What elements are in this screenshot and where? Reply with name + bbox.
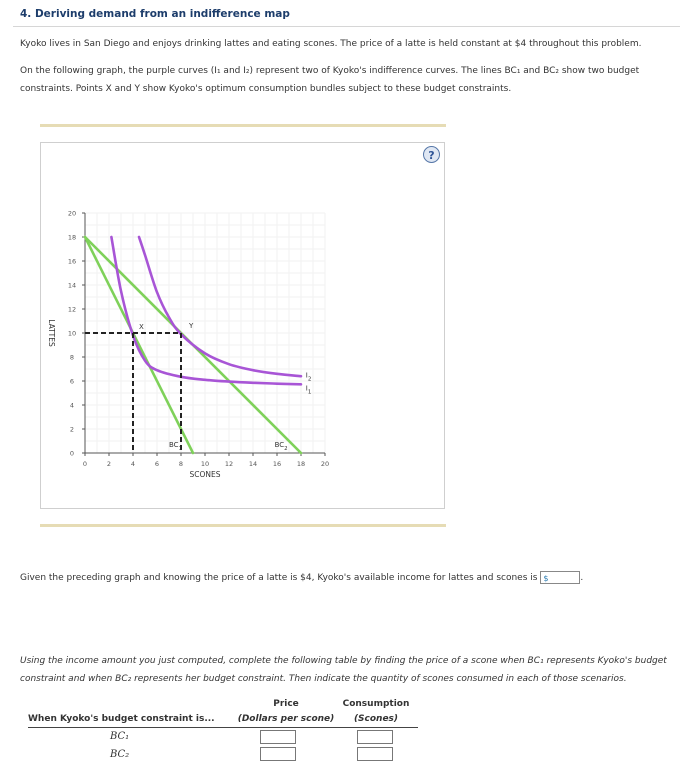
income-question — [20, 571, 583, 584]
price-units-header: (Dollars per scone) — [237, 714, 335, 724]
y-tick-label: 8 — [69, 353, 75, 362]
top-gold-divider — [40, 124, 446, 127]
bottom-gold-divider — [40, 524, 446, 527]
x-tick-label: 8 — [178, 460, 184, 468]
graph-description-line1: On the following graph, the purple curves (I₁ and I₂) represent two of Kyoko's indifference curves. The lines BC₁ and BC₂ show two budget — [20, 66, 640, 76]
point-x-label: X — [139, 323, 144, 331]
y-tick-label: 14 — [67, 281, 77, 290]
question-title: 4. Deriving demand from an indifference map — [20, 8, 290, 20]
y-tick-label: 4 — [69, 401, 75, 410]
bc2-label: $BC_2$ — [274, 441, 288, 452]
labels — [139, 322, 311, 452]
budget-constraint-header: When Kyoko's budget constraint is... — [28, 714, 215, 724]
y-tick-label: 0 — [69, 449, 75, 458]
bc1-label: $BC_1$ — [169, 441, 183, 452]
x-tick-label: 0 — [82, 460, 88, 468]
table-instructions-line2: constraint and when BC₂ represents her budget constraint. Then indicate the quantity of scones consumed in each of those scenarios. — [20, 674, 627, 684]
consumption-header: Consumption — [342, 699, 410, 709]
y-tick-label: 16 — [67, 257, 77, 266]
bc1-price-input[interactable] — [260, 730, 296, 744]
x-tick-label: 20 — [320, 460, 330, 468]
x-tick-label: 12 — [224, 460, 234, 468]
intro-text: Kyoko lives in San Diego and enjoys drinking lattes and eating scones. The price of a latte is held constant at $4 throughout this problem. — [20, 39, 642, 49]
y-tick-label: 18 — [67, 233, 77, 242]
x-tick-label: 10 — [200, 460, 210, 468]
price-header: Price — [273, 699, 299, 709]
help-icon[interactable]: ? — [423, 146, 440, 163]
row-label-bc1: BC₁ — [110, 731, 130, 742]
y-tick-label: 20 — [67, 209, 77, 218]
y-tick-label: 2 — [69, 425, 75, 434]
income-period: . — [580, 573, 584, 583]
bc1-consumption-input[interactable] — [357, 730, 393, 744]
x-tick-label: 6 — [154, 460, 160, 468]
table-header-rule — [28, 727, 418, 728]
graph-description-line2: constraints. Points X and Y show Kyoko's optimum consumption bundles subject to these budget constraints. — [20, 84, 512, 94]
bc2-consumption-input[interactable] — [357, 747, 393, 761]
indifference-chart[interactable] — [41, 143, 444, 508]
bc2-price-input[interactable] — [260, 747, 296, 761]
income-prompt: Given the preceding graph and knowing the price of a latte is $4, Kyoko's available income for lattes and scones is — [20, 573, 538, 583]
table-instructions-line1: Using the income amount you just computed, complete the following table by finding the price of a scone when BC₁ represents Kyoko's budget — [20, 656, 667, 666]
income-input[interactable] — [540, 571, 580, 584]
title-divider — [13, 26, 680, 27]
x-tick-label: 14 — [248, 460, 258, 468]
x-tick-label: 16 — [272, 460, 282, 468]
x-tick-label: 2 — [106, 460, 112, 468]
y-tick-label: 6 — [69, 377, 75, 386]
graph-panel[interactable] — [40, 142, 445, 509]
y-tick-label: 10 — [67, 329, 77, 338]
x-axis-label: SCONES — [189, 470, 221, 479]
y-tick-label: 12 — [67, 305, 77, 314]
i1-label: $I_1$ — [305, 384, 312, 396]
table-instructions — [20, 652, 680, 688]
y-axis-label: LATTES — [47, 319, 56, 347]
point-y-label: Y — [189, 322, 194, 330]
x-tick-label: 4 — [130, 460, 136, 468]
series-i1 — [111, 237, 301, 384]
row-label-bc2: BC₂ — [110, 749, 130, 760]
consumption-units-header: (Scones) — [353, 714, 399, 724]
i2-label: $I_2$ — [305, 371, 312, 383]
dollar-prefix: $ — [543, 574, 549, 583]
x-tick-label: 18 — [296, 460, 306, 468]
